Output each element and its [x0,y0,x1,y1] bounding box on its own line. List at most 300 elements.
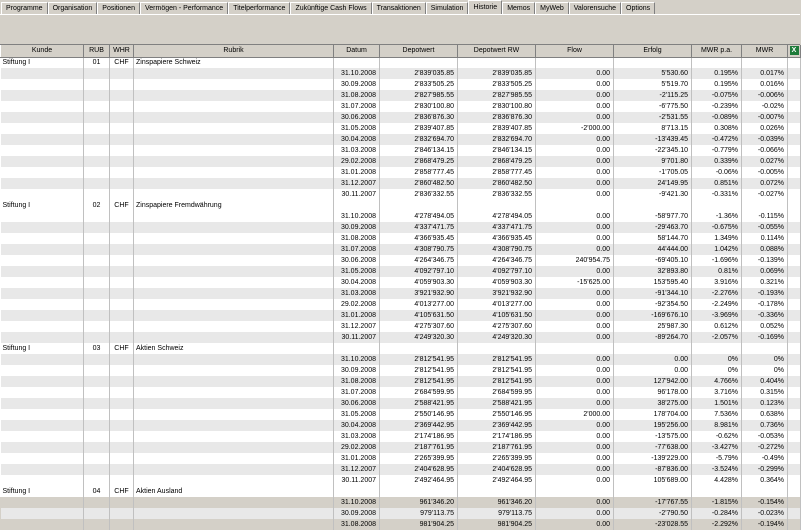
cell-whr: CHF [110,486,134,497]
cell-mwr: 0.016% [742,79,788,90]
cell-datum: 30.09.2008 [334,365,380,376]
cell-empty [788,266,801,277]
cell-depotwert: 2'588'421.95 [380,398,458,409]
cell-empty [788,519,801,530]
table-row[interactable] [1,222,801,233]
cell-erfolg: -1'705.05 [614,167,692,178]
cell-mwr-pa: -3.427% [692,442,742,453]
cell-empty [84,90,110,101]
cell-depotwert-rw: 3'921'932.90 [458,288,536,299]
cell-empty [110,464,134,475]
cell-empty [84,68,110,79]
cell-depotwert: 2'492'464.95 [380,475,458,486]
cell-empty [134,222,334,233]
cell-flow: -15'625.00 [536,277,614,288]
table-row[interactable] [1,365,801,376]
cell-empty [110,365,134,376]
cell-empty [84,299,110,310]
cell-mwr-pa: 0.195% [692,68,742,79]
table-row[interactable] [1,178,801,189]
cell-empty [134,442,334,453]
cell-whr: CHF [110,343,134,354]
cell-empty [1,431,84,442]
cell-flow: 0.00 [536,497,614,508]
cell-empty [134,365,334,376]
cell-flow: 0.00 [536,145,614,156]
column-header-kunde[interactable]: Kunde [1,45,84,57]
cell-erfolg: -92'354.50 [614,299,692,310]
table-row[interactable] [1,519,801,530]
table-row[interactable] [1,398,801,409]
table-row[interactable] [1,244,801,255]
tab-organisation[interactable]: Organisation [48,2,98,14]
cell-empty [110,519,134,530]
cell-mwr: 0.069% [742,266,788,277]
cell-flow: 0.00 [536,233,614,244]
table-row[interactable] [1,508,801,519]
cell-empty [84,79,110,90]
cell-empty [788,365,801,376]
cell-flow: 0.00 [536,68,614,79]
cell-flow: 0.00 [536,167,614,178]
cell-empty [1,299,84,310]
cell-empty [134,332,334,343]
cell-erfolg: -29'463.70 [614,222,692,233]
cell-erfolg: -6'775.50 [614,101,692,112]
table-row[interactable] [1,387,801,398]
cell-erfolg: -23'028.55 [614,519,692,530]
tab-positionen[interactable]: Positionen [97,2,140,14]
cell-depotwert: 4'013'277.00 [380,299,458,310]
cell-depotwert: 4'278'494.05 [380,211,458,222]
cell-empty [1,442,84,453]
cell-empty [788,134,801,145]
tab-verm-gen-performance[interactable]: Vermögen - Performance [140,2,228,14]
group-row[interactable] [1,57,801,68]
cell-empty [110,79,134,90]
cell-empty [110,277,134,288]
table-row[interactable] [1,211,801,222]
cell-mwr: -0.023% [742,508,788,519]
cell-erfolg: 58'144.70 [614,233,692,244]
cell-empty [134,211,334,222]
cell-depotwert-rw: 2'812'541.95 [458,365,536,376]
cell-depotwert-rw: 4'092'797.10 [458,266,536,277]
cell-empty [134,178,334,189]
cell-datum: 31.08.2008 [334,233,380,244]
cell-empty [84,453,110,464]
cell-depotwert-rw: 4'366'935.45 [458,233,536,244]
table-row[interactable] [1,134,801,145]
cell-rubrik: Aktien Schweiz [134,343,334,354]
excel-export-button[interactable] [788,45,801,57]
cell-datum: 31.01.2008 [334,453,380,464]
cell-datum: 31.10.2008 [334,354,380,365]
cell-empty [1,68,84,79]
table-row[interactable] [1,233,801,244]
column-header-rub[interactable]: RUB [84,45,110,57]
cell-mwr-pa: 3.916% [692,277,742,288]
cell-datum: 30.04.2008 [334,134,380,145]
cell-mwr: -0.005% [742,167,788,178]
column-header-mwr-p-a-[interactable]: MWR p.a. [692,45,742,57]
cell-mwr: -0.053% [742,431,788,442]
cell-empty [84,332,110,343]
cell-empty [1,79,84,90]
cell-depotwert: 2'187'761.95 [380,442,458,453]
cell-empty [110,332,134,343]
cell-empty [380,343,458,354]
cell-erfolg: -69'405.10 [614,255,692,266]
cell-empty [788,332,801,343]
cell-empty [1,189,84,200]
table-row[interactable] [1,145,801,156]
cell-empty [788,233,801,244]
cell-empty [84,420,110,431]
table-row[interactable] [1,332,801,343]
cell-empty [134,453,334,464]
cell-empty [334,200,380,211]
cell-empty [788,189,801,200]
cell-flow: 0.00 [536,453,614,464]
cell-empty [134,90,334,101]
tab-myweb[interactable]: MyWeb [535,2,569,14]
table-row[interactable] [1,420,801,431]
cell-depotwert-rw: 2'868'479.25 [458,156,536,167]
cell-depotwert-rw: 2'404'628.95 [458,464,536,475]
cell-mwr: -0.039% [742,134,788,145]
cell-rubrik: Aktien Ausland [134,486,334,497]
table-row[interactable] [1,101,801,112]
cell-depotwert: 2'836'332.55 [380,189,458,200]
cell-empty [134,233,334,244]
tab-historie[interactable]: Historie [468,0,502,14]
tab-simulation[interactable]: Simulation [426,2,469,14]
table-row[interactable] [1,167,801,178]
table-row[interactable] [1,189,801,200]
cell-flow: 0.00 [536,310,614,321]
column-header-mwr[interactable]: MWR [742,45,788,57]
cell-mwr-pa: 4.766% [692,376,742,387]
cell-depotwert: 2'684'599.95 [380,387,458,398]
cell-depotwert: 2'812'541.95 [380,354,458,365]
cell-empty [788,112,801,123]
cell-empty [536,486,614,497]
cell-empty [788,156,801,167]
cell-depotwert-rw: 4'059'903.30 [458,277,536,288]
cell-depotwert-rw: 4'308'790.75 [458,244,536,255]
cell-empty [84,365,110,376]
cell-flow: 0.00 [536,332,614,343]
table-row[interactable] [1,123,801,134]
table-row[interactable] [1,156,801,167]
cell-empty [614,200,692,211]
cell-flow: 2'000.00 [536,409,614,420]
cell-erfolg: -22'345.10 [614,145,692,156]
cell-mwr: 0% [742,354,788,365]
cell-empty [134,134,334,145]
cell-empty [110,420,134,431]
cell-depotwert: 2'369'442.95 [380,420,458,431]
cell-empty [788,68,801,79]
cell-depotwert: 2'839'035.85 [380,68,458,79]
cell-empty [134,244,334,255]
table-header-row [1,45,801,57]
cell-empty [84,255,110,266]
cell-rub: 03 [84,343,110,354]
cell-depotwert: 2'827'985.55 [380,90,458,101]
cell-mwr-pa: -0.675% [692,222,742,233]
cell-empty [1,101,84,112]
table-row[interactable] [1,442,801,453]
cell-empty [134,376,334,387]
cell-empty [84,233,110,244]
cell-flow: 0.00 [536,420,614,431]
cell-empty [110,508,134,519]
cell-empty [1,112,84,123]
cell-mwr-pa: -5.79% [692,453,742,464]
cell-rub: 04 [84,486,110,497]
table-row[interactable] [1,255,801,266]
cell-empty [788,387,801,398]
table-row[interactable] [1,266,801,277]
table-row[interactable] [1,431,801,442]
table-row[interactable] [1,310,801,321]
cell-empty [614,57,692,68]
cell-datum: 31.05.2008 [334,409,380,420]
cell-mwr-pa: 4.428% [692,475,742,486]
cell-mwr-pa: -0.62% [692,431,742,442]
cell-datum: 29.02.2008 [334,442,380,453]
tab-zuk-nftige-cash-flows[interactable]: Zukünftige Cash Flows [290,2,371,14]
column-header-depotwert[interactable]: Depotwert [380,45,458,57]
cell-empty [84,398,110,409]
cell-mwr-pa: -2.249% [692,299,742,310]
cell-mwr-pa: -3.524% [692,464,742,475]
table-row[interactable] [1,354,801,365]
cell-mwr-pa: 0.81% [692,266,742,277]
tab-bar [0,0,800,14]
cell-flow: 0.00 [536,431,614,442]
cell-empty [134,519,334,530]
table-row[interactable] [1,288,801,299]
cell-mwr: -0.272% [742,442,788,453]
table-row[interactable] [1,299,801,310]
cell-empty [788,200,801,211]
cell-empty [788,222,801,233]
cell-empty [1,211,84,222]
cell-empty [788,376,801,387]
cell-mwr-pa: -1.696% [692,255,742,266]
column-header-rubrik[interactable]: Rubrik [134,45,334,57]
cell-empty [110,123,134,134]
cell-mwr: -0.193% [742,288,788,299]
cell-flow: 0.00 [536,288,614,299]
cell-depotwert: 2'174'186.95 [380,431,458,442]
cell-mwr: 0.364% [742,475,788,486]
table-row[interactable] [1,497,801,508]
tab-memos[interactable]: Memos [502,2,535,14]
cell-mwr: 0.315% [742,387,788,398]
cell-empty [134,497,334,508]
group-row[interactable] [1,486,801,497]
table-row[interactable] [1,453,801,464]
cell-flow: 0.00 [536,101,614,112]
history-grid[interactable] [0,44,800,528]
cell-datum: 31.12.2007 [334,321,380,332]
cell-empty [1,178,84,189]
cell-mwr: -0.336% [742,310,788,321]
cell-empty [692,57,742,68]
tab-programme[interactable]: Programme [1,2,48,14]
tab-valorensuche[interactable]: Valorensuche [569,2,621,14]
cell-empty [84,475,110,486]
cell-empty [134,475,334,486]
cell-mwr-pa: 8.981% [692,420,742,431]
cell-empty [334,343,380,354]
table-row[interactable] [1,277,801,288]
cell-empty [134,321,334,332]
cell-empty [788,420,801,431]
cell-flow: 0.00 [536,244,614,255]
tab-titelperformance[interactable]: Titelperformance [228,2,290,14]
cell-depotwert: 2'404'628.95 [380,464,458,475]
cell-empty [1,365,84,376]
cell-datum: 30.04.2008 [334,277,380,288]
column-header-whr[interactable]: WHR [110,45,134,57]
cell-mwr: -0.066% [742,145,788,156]
cell-depotwert-rw: 2'492'464.95 [458,475,536,486]
cell-empty [134,288,334,299]
cell-empty [84,354,110,365]
cell-depotwert: 4'308'790.75 [380,244,458,255]
cell-empty [110,409,134,420]
cell-datum: 31.10.2008 [334,211,380,222]
cell-erfolg: 127'942.00 [614,376,692,387]
cell-empty [788,90,801,101]
cell-empty [536,343,614,354]
cell-depotwert: 4'105'631.50 [380,310,458,321]
cell-empty [788,167,801,178]
cell-empty [788,57,801,68]
cell-empty [134,123,334,134]
cell-empty [614,486,692,497]
cell-mwr-pa: 1.349% [692,233,742,244]
cell-mwr: 0% [742,365,788,376]
cell-empty [742,486,788,497]
cell-mwr: -0.055% [742,222,788,233]
cell-empty [458,486,536,497]
cell-empty [1,508,84,519]
cell-depotwert: 2'868'479.25 [380,156,458,167]
cell-empty [110,189,134,200]
table-row[interactable] [1,79,801,90]
cell-erfolg: 195'256.00 [614,420,692,431]
cell-empty [1,409,84,420]
cell-mwr-pa: -0.472% [692,134,742,145]
cell-datum: 30.11.2007 [334,475,380,486]
column-header-erfolg[interactable]: Erfolg [614,45,692,57]
table-row[interactable] [1,112,801,123]
cell-empty [1,255,84,266]
cell-mwr: 0.052% [742,321,788,332]
cell-erfolg: 0.00 [614,365,692,376]
cell-flow: -2'000.00 [536,123,614,134]
cell-mwr: -0.154% [742,497,788,508]
table-body [1,57,801,530]
cell-datum: 31.08.2008 [334,90,380,101]
cell-empty [84,497,110,508]
cell-mwr-pa: 0.339% [692,156,742,167]
cell-depotwert-rw: 4'337'471.75 [458,222,536,233]
cell-empty [110,431,134,442]
cell-depotwert: 4'275'307.60 [380,321,458,332]
table-row[interactable] [1,376,801,387]
table-row[interactable] [1,464,801,475]
column-header-depotwert-rw[interactable]: Depotwert RW [458,45,536,57]
group-row[interactable] [1,200,801,211]
cell-empty [84,442,110,453]
cell-flow: 0.00 [536,376,614,387]
cell-empty [788,398,801,409]
cell-mwr-pa: 0.195% [692,79,742,90]
column-header-datum[interactable]: Datum [334,45,380,57]
cell-empty [110,101,134,112]
cell-mwr-pa: -0.075% [692,90,742,101]
cell-empty [1,134,84,145]
cell-depotwert: 3'921'932.90 [380,288,458,299]
cell-empty [134,387,334,398]
table-row[interactable] [1,321,801,332]
table-row[interactable] [1,475,801,486]
cell-empty [110,233,134,244]
column-header-flow[interactable]: Flow [536,45,614,57]
cell-mwr-pa: 1.042% [692,244,742,255]
cell-empty [788,486,801,497]
cell-depotwert-rw: 2'265'399.95 [458,453,536,464]
cell-depotwert-rw: 961'346.20 [458,497,536,508]
cell-datum: 31.07.2008 [334,387,380,398]
cell-erfolg: -2'790.50 [614,508,692,519]
table-row[interactable] [1,90,801,101]
cell-empty [380,57,458,68]
tab-transaktionen[interactable]: Transaktionen [372,2,426,14]
cell-flow: 0.00 [536,442,614,453]
cell-depotwert-rw: 2'833'505.25 [458,79,536,90]
cell-mwr: -0.169% [742,332,788,343]
cell-empty [1,464,84,475]
cell-empty [1,475,84,486]
cell-erfolg: -77'638.00 [614,442,692,453]
table-row[interactable] [1,409,801,420]
cell-datum: 29.02.2008 [334,156,380,167]
cell-flow: 0.00 [536,299,614,310]
cell-empty [788,79,801,90]
cell-mwr: 0.638% [742,409,788,420]
table-row[interactable] [1,68,801,79]
cell-empty [110,288,134,299]
cell-depotwert: 2'830'100.80 [380,101,458,112]
group-row[interactable] [1,343,801,354]
cell-empty [110,321,134,332]
cell-empty [134,266,334,277]
cell-datum: 31.07.2008 [334,244,380,255]
cell-depotwert-rw: 2'187'761.95 [458,442,536,453]
tab-options[interactable]: Options [621,2,655,14]
cell-depotwert-rw: 2'684'599.95 [458,387,536,398]
cell-empty [788,101,801,112]
cell-datum: 31.08.2008 [334,519,380,530]
